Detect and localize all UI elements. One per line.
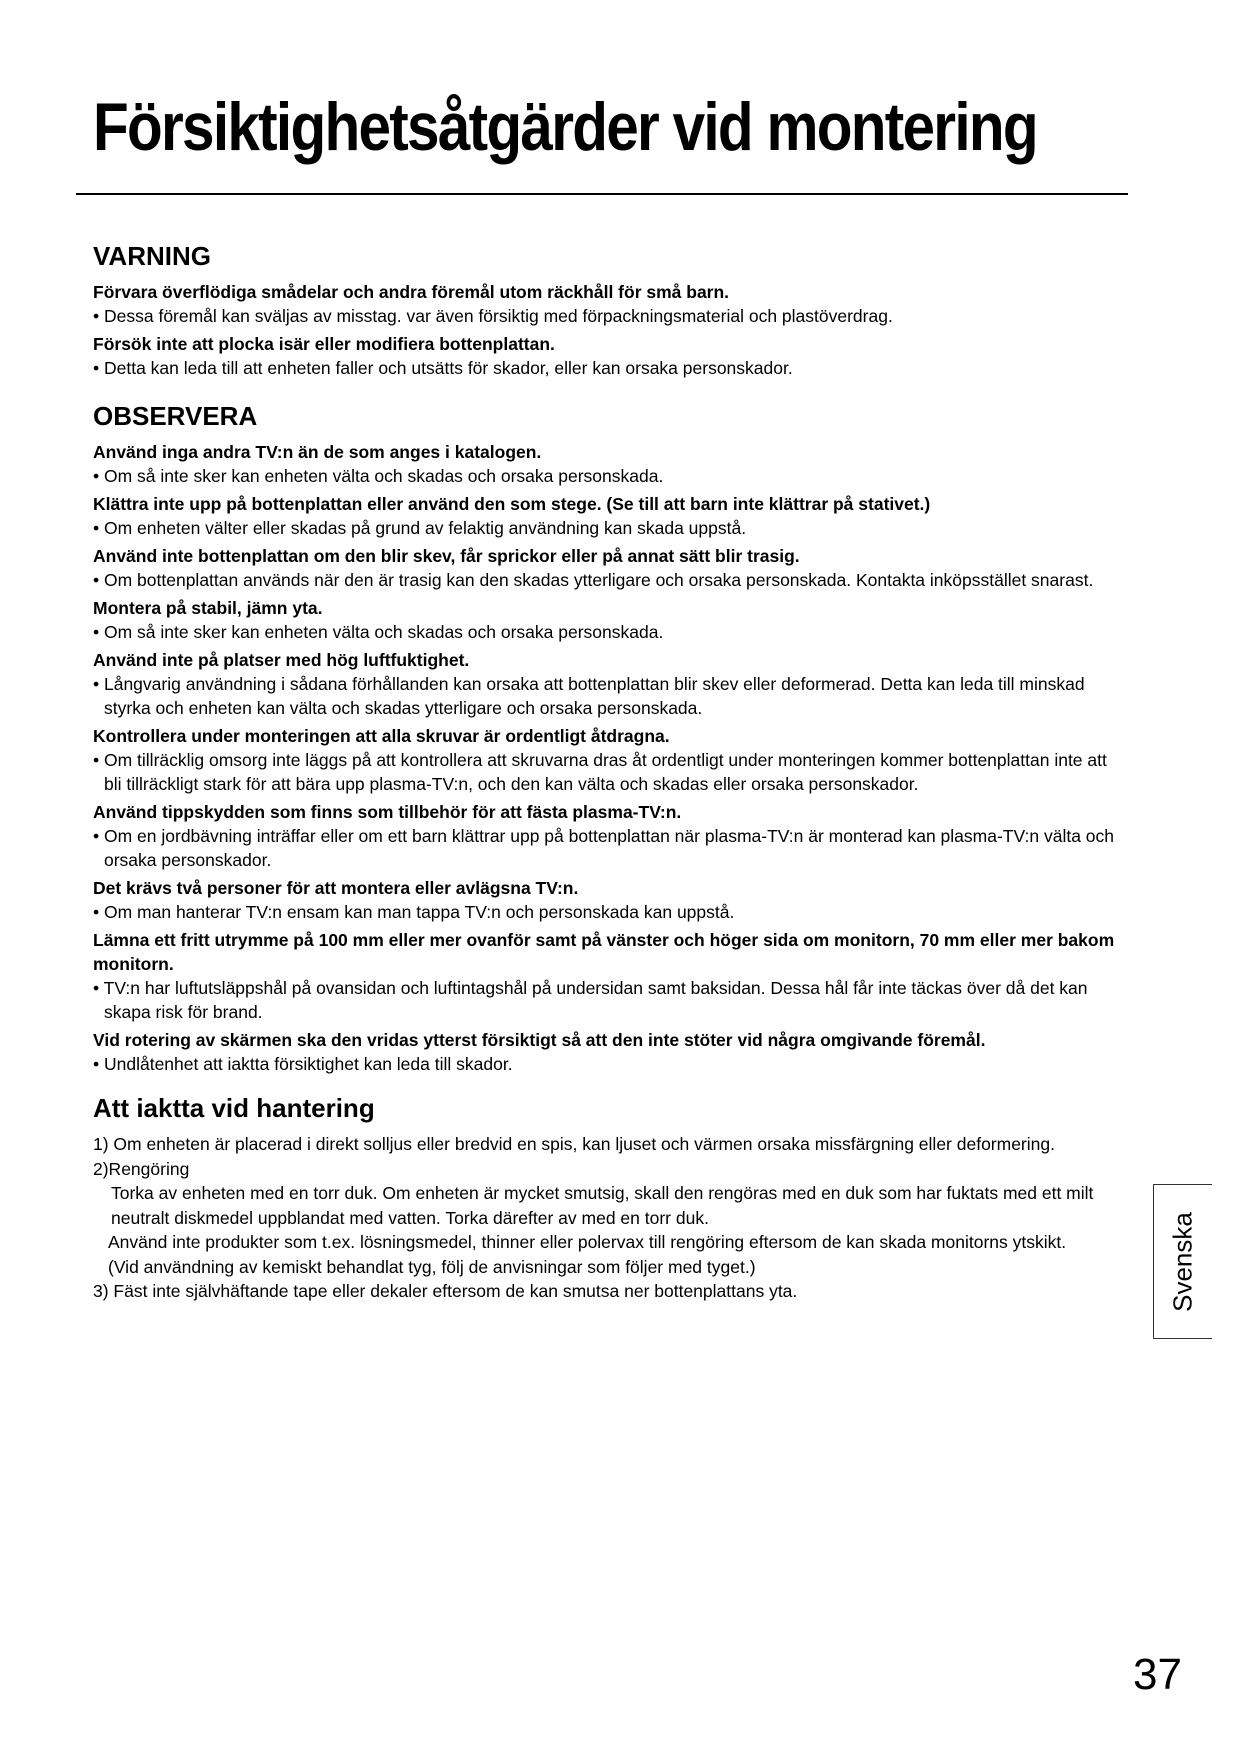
observe-item-body: • Om man hanterar TV:n ensam kan man tappa TV:n och personskada kan uppstå.: [93, 902, 735, 922]
page-number: 37: [1133, 1650, 1182, 1699]
handling-heading: Att iaktta vid hantering: [93, 1093, 375, 1123]
language-tab-label: Svenska: [1167, 1211, 1198, 1312]
observe-item-title: Använd inte på platser med hög luftfuktighet.: [93, 650, 470, 670]
observe-item-title: Kontrollera under monteringen att alla skruvar är ordentligt åtdragna.: [93, 726, 670, 746]
warning-section: [93, 240, 1123, 380]
warning-item-title: Försök inte att plocka isär eller modifiera bottenplattan.: [93, 334, 555, 354]
warning-item-title: Förvara överflödiga smådelar och andra föremål utom räckhåll för små barn.: [93, 282, 730, 302]
observe-item-title: Använd tippskydden som finns som tillbehör för att fästa plasma-TV:n.: [93, 802, 682, 822]
handling-item-2-paragraph: Torka av enheten med en torr duk. Om enheten är mycket smutsig, skall den rengöras med en duk som har fuktats med ett milt neutralt diskmedel uppblandat med vatten. Torka därefter av med en torr duk.: [111, 1183, 1094, 1228]
observe-heading: OBSERVERA: [93, 401, 258, 431]
warning-heading: VARNING: [93, 241, 211, 271]
warning-item-body: • Dessa föremål kan sväljas av misstag. var även försiktig med förpackningsmaterial och plastöverdrag.: [93, 306, 893, 326]
observe-item-body: • Om bottenplattan används när den är trasig kan den skadas ytterligare och orsaka personskada. Kontakta inköpsstället snarast.: [93, 570, 1094, 590]
warning-item-body: • Detta kan leda till att enheten faller och utsätts för skador, eller kan orsaka personskador.: [93, 358, 793, 378]
observe-item-title: Lämna ett fritt utrymme på 100 mm eller mer ovanför samt på vänster och höger sida om monitorn, 70 mm eller mer bakom monitorn.: [93, 930, 1115, 974]
handling-item-2-paragraph: Använd inte produkter som t.ex. lösningsmedel, thinner eller polervax till rengöring eftersom de kan skada monitorns ytskikt.: [108, 1232, 1067, 1252]
observe-item-body: • TV:n har luftutsläppshål på ovansidan och luftintagshål på undersidan samt baksidan. Dessa hål får inte täckas över då det kan skapa risk för brand.: [93, 978, 1088, 1022]
language-tab: [1153, 1184, 1212, 1339]
observe-section: [93, 400, 1123, 1076]
handling-item-1: 1) Om enheten är placerad i direkt solljus eller bredvid en spis, kan ljuset och värmen orsaka missfärgning eller deformering.: [93, 1134, 1055, 1154]
observe-item-title: Använd inte bottenplattan om den blir skev, får sprickor eller på annat sätt blir trasig.: [93, 546, 800, 566]
handling-list: [93, 1132, 1123, 1304]
page-title: Försiktighetsåtgärder vid montering: [93, 89, 1037, 165]
observe-item-body: • Långvarig användning i sådana förhållanden kan orsaka att bottenplattan blir skev eller deformerad. Detta kan leda till minskad styrka och enheten kan välta och skadas ytterligare och orsaka personskada.: [93, 674, 1085, 718]
observe-item-title: Det krävs två personer för att montera eller avlägsna TV:n.: [93, 878, 579, 898]
observe-item-body: • Om tillräcklig omsorg inte läggs på att kontrollera att skruvarna dras åt ordentligt under monteringen kommer bottenplattan inte att bli tillräckligt stark för att bära upp plasma-TV:n, och den kan välta och skadas eller orsaka personskador.: [93, 750, 1107, 794]
observe-item-title: Använd inga andra TV:n än de som anges i katalogen.: [93, 442, 542, 462]
title-divider: [76, 193, 1128, 195]
observe-item-title: Klättra inte upp på bottenplattan eller använd den som stege. (Se till att barn inte klättrar på stativet.): [93, 494, 931, 514]
handling-section: [93, 1092, 1123, 1304]
observe-item-body: • Om så inte sker kan enheten välta och skadas och orsaka personskada.: [93, 466, 664, 486]
observe-item-body: • Undlåtenhet att iaktta försiktighet kan leda till skador.: [93, 1054, 513, 1074]
handling-item-3: 3) Fäst inte självhäftande tape eller dekaler eftersom de kan smutsa ner bottenplattans yta.: [93, 1281, 798, 1301]
handling-item-2-title: 2)Rengöring: [93, 1158, 190, 1179]
handling-item-2-paragraph: (Vid användning av kemiskt behandlat tyg, följ de anvisningar som följer med tyget.): [108, 1256, 756, 1277]
observe-item-title: Montera på stabil, jämn yta.: [93, 598, 323, 618]
page-content: [93, 240, 1123, 1304]
observe-item-body: • Om en jordbävning inträffar eller om ett barn klättrar upp på bottenplattan när plasma-TV:n är monterad kan plasma-TV:n välta och orsaka personskador.: [93, 826, 1114, 870]
observe-item-body: • Om enheten välter eller skadas på grund av felaktig användning kan skada uppstå.: [93, 518, 747, 538]
observe-item-title: Vid rotering av skärmen ska den vridas ytterst försiktigt så att den inte stöter vid några omgivande föremål.: [93, 1030, 986, 1050]
observe-item-body: • Om så inte sker kan enheten välta och skadas och orsaka personskada.: [93, 622, 664, 642]
